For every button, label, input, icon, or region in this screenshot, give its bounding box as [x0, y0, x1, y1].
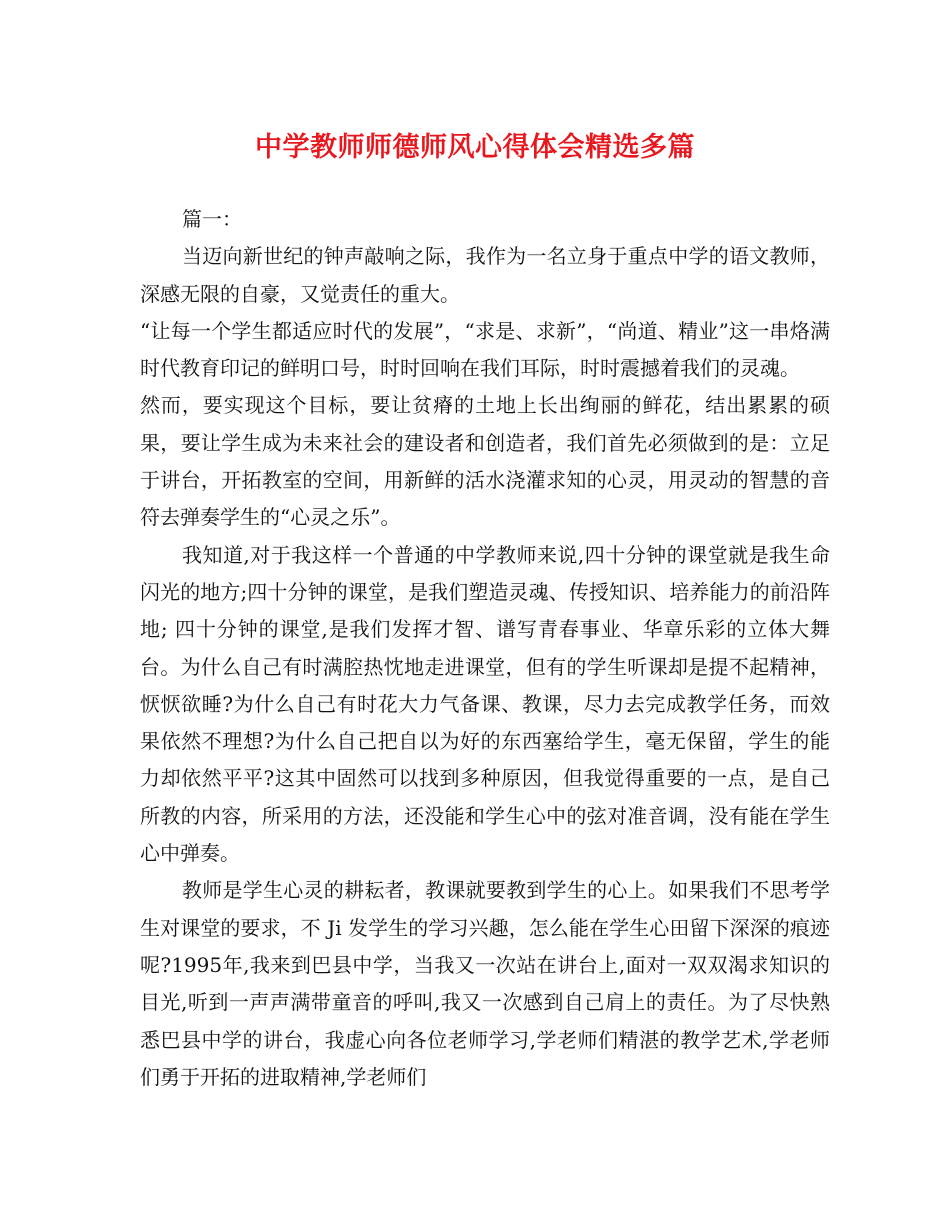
- paragraph-5: 教师是学生心灵的耕耘者，教课就要教到学生的心上。如果我们不思考学生对课堂的要求，不 Ji 发学生的学习兴趣，怎么能在学生心田留下深深的痕迹呢?1995年,我来到巴县中学，当我又一次站在讲台上,面对一双双渴求知识的目光,听到一声声满带童音的呼叫,我又一次感到自己肩上的责任。为了尽快熟悉巴县中学的讲台，我虚心向各位老师学习,学老师们精湛的教学艺术,学老师们勇于开拓的进取精神,学老师们: [140, 878, 830, 1089]
- paragraph-4: 我知道,对于我这样一个普通的中学教师来说,四十分钟的课堂就是我生命闪光的地方;四十分钟的课堂，是我们塑造灵魂、传授知识、培养能力的前沿阵地; 四十分钟的课堂,是我们发挥才智、谱写青春事业、华章乐彩的立体大舞台。为什么自己有时满腔热忱地走进课堂，但有的学生听课却是提不起精神，恹恹欲睡?为什么自己有时花大力气备课、教课，尽力去完成教学任务，而效果依然不理想?为什么自己把自以为好的东西塞给学生，毫无保留，学生的能力却依然平平?这其中固然可以找到多种原因，但我觉得重要的一点，是自己所教的内容，所采用的方法，还没能和学生心中的弦对准音调，没有能在学生心中弹奏。: [140, 542, 830, 866]
- paragraph-1: 当迈向新世纪的钟声敲响之际，我作为一名立身于重点中学的语文教师，深感无限的自豪，又觉责任的重大。: [140, 244, 830, 306]
- document-body: [140, 201, 830, 1096]
- page-title: 中学教师师德师风心得体会精选多篇: [255, 132, 695, 163]
- paragraph-3: 然而，要实现这个目标，要让贫瘠的土地上长出绚丽的鲜花，结出累累的硕果，要让学生成为未来社会的建设者和创造者，我们首先必须做到的是：立足于讲台，开拓教室的空间，用新鲜的活水浇灌求知的心灵，用灵动的智慧的音符去弹奏学生的“心灵之乐”。: [140, 393, 830, 530]
- paragraph-2: “让每一个学生都适应时代的发展”，“求是、求新”，“尚道、精业”这一串烙满时代教育印记的鲜明口号，时时回响在我们耳际，时时震撼着我们的灵魂。: [140, 318, 830, 381]
- section-heading: 篇一：: [182, 207, 242, 231]
